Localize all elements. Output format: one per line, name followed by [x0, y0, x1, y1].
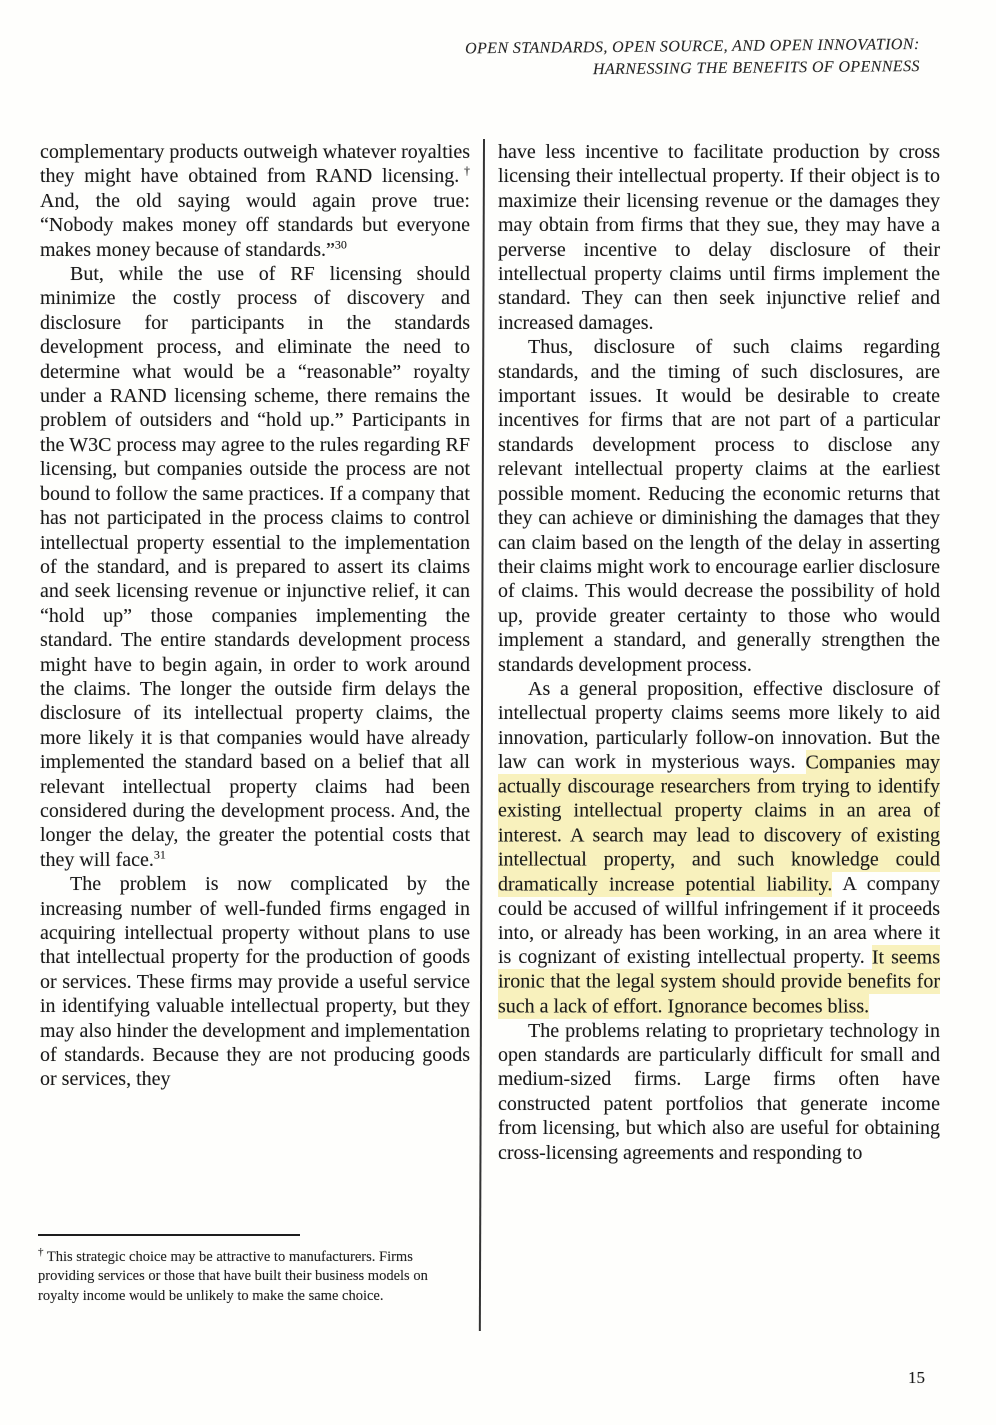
- paragraph: [498, 335, 940, 677]
- paragraph: [498, 140, 940, 335]
- highlighted-text: Companies may actually discourage researchers from trying to identify existing intellectual property claims in an area of interest. A search may lead to discovery of existing intellectual property, and such knowledge could dramatically increase potential liability.: [498, 751, 940, 896]
- paragraph: [40, 140, 470, 262]
- running-header-line-1: OPEN STANDARDS, OPEN SOURCE, AND OPEN INNOVATION:: [465, 35, 921, 58]
- footnote-dagger-marker: †: [38, 1246, 44, 1258]
- text-segment: The problem is now complicated by the increasing number of well-funded firms engaged in acquiring intellectual property without plans to use that intellectual property for the production of goods or services. These firms may provide a useful service in identifying valuable intellectual property, but they may also hinder the development and implementation of standards. Because they are not producing goods or services, they: [40, 873, 470, 1091]
- superscript-note-marker: †: [459, 163, 471, 178]
- right-column: [498, 140, 940, 1165]
- highlighted-text: It seems ironic that the legal system should provide benefits for such a lack of effort. Ignorance becomes bliss.: [498, 946, 940, 1018]
- page-number: 15: [908, 1368, 925, 1387]
- running-header-line-2: HARNESSING THE BENEFITS OF OPENNESS: [593, 57, 921, 79]
- paragraph: [40, 262, 470, 872]
- footnote: [38, 1234, 472, 1306]
- left-column: [40, 140, 470, 1092]
- text-segment: complementary products outweigh whatever royalties they might have obtained from RAND licensing.: [40, 141, 470, 188]
- footnote-separator-rule: [38, 1234, 300, 1236]
- superscript-note-marker: 31: [153, 847, 166, 862]
- text-segment: A company could be accused of willful infringement if it proceeds into, or already has been working, in an area where it is cognizant of existing intellectual property.: [498, 873, 941, 969]
- text-segment: The problems relating to proprietary technology in open standards are particularly difficult for small and medium-sized firms. Large firms often have constructed patent portfolios that generate income from licensing, but which also are useful for obtaining cross-licensing agreements and responding to: [498, 1019, 940, 1164]
- text-segment: And, the old saying would again prove true: “Nobody makes money off standards but everyone makes money because of standards.”: [40, 189, 470, 261]
- text-segment: have less incentive to facilitate production by cross licensing their intellectual property. If their object is to maximize their licensing revenue or the damages they may obtain from firms that they sue, they may have a perverse incentive to delay disclosure of their intellectual property claims until firms implement the standard. They can then seek injunctive relief and increased damages.: [498, 141, 940, 334]
- paragraph: [498, 1019, 940, 1165]
- text-segment: But, while the use of RF licensing should minimize the costly process of discovery and disclosure for participants in the standards development process, and eliminate the need to determine what would be a “reasonable” royalty under a RAND licensing scheme, there remains the problem of outsiders and “hold up.” Participants in the W3C process may agree to the rules regarding RF licensing, but companies outside the process are not bound to follow the same practices. If a company that has not participated in the process claims to control intellectual property essential to the implementation of the standard, and is prepared to assert its claims and seek licensing revenue or injunctive relief, it can “hold up” those companies implementing the standard. The entire standards development process might have to begin again, in order to work around the claims. The longer the outside firm delays the disclosure of its intellectual property claims, the more likely it is that companies would have already implemented the standard based on a belief that all relevant intellectual property claims had been considered during the development process. And, the longer the delay, the greater the potential costs that they will face.: [40, 263, 470, 871]
- text-segment: Thus, disclosure of such claims regarding standards, and the timing of such disclosures, are important issues. It would be desirable to create incentives for firms that are not part of a particular standards development process to disclose any relevant intellectual property claims at the earliest possible moment. Reducing the economic returns that they can achieve or diminishing the damages that they can claim based on the length of the delay in asserting their claims might work to encourage earlier disclosure of claims. This would decrease the possibility of hold up, provide greater certainty to those who would implement a standard, and generally strengthen the standards development process.: [498, 336, 940, 676]
- footnote-text: This strategic choice may be attractive to manufacturers. Firms providing services or those that have built their business models on royalty income would be unlikely to make the same choice.: [38, 1248, 428, 1304]
- paragraph: [498, 677, 940, 1019]
- footnote-text-block: [38, 1243, 472, 1306]
- paragraph: [40, 872, 470, 1092]
- text-segment: As a general proposition, effective disclosure of intellectual property claims seems more likely to aid innovation, particularly follow-on innovation. But the law can work in mysterious ways.: [498, 677, 940, 774]
- running-header: [465, 34, 920, 82]
- superscript-note-marker: 30: [334, 236, 347, 251]
- column-divider-rule: [479, 139, 485, 1331]
